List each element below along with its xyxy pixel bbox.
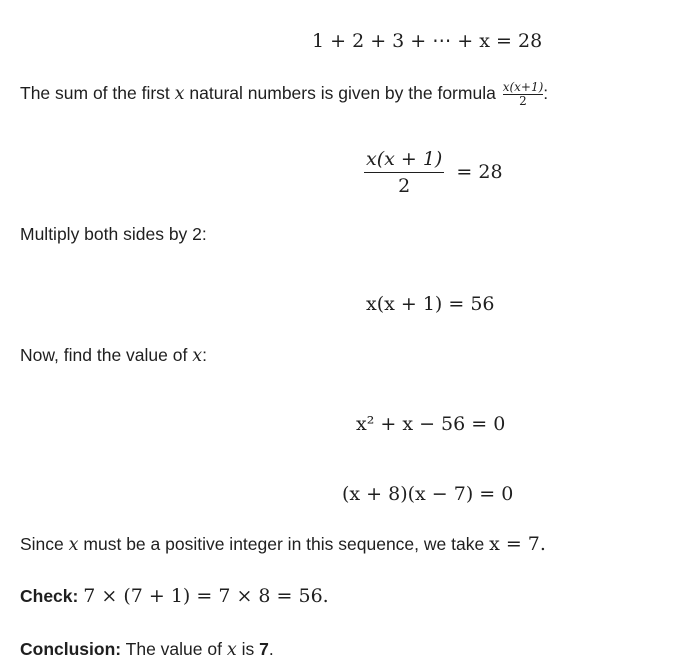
conclusion-prefix-text: The value of xyxy=(125,639,222,659)
since-paragraph xyxy=(20,532,546,557)
quadratic-equation-text: x² + x − 56 = 0 xyxy=(356,413,506,435)
formula-intro-text: The sum of the first xyxy=(20,83,170,104)
find-value-colon: : xyxy=(202,345,207,365)
conclusion-is-text: is xyxy=(241,639,255,659)
formula-rhs: = 28 xyxy=(456,160,503,183)
check-paragraph xyxy=(20,584,329,608)
sum-series-equation xyxy=(312,29,542,53)
formula-denominator: 2 xyxy=(398,175,411,197)
formula-intro-variable: x xyxy=(174,84,185,105)
find-value-paragraph xyxy=(20,343,207,368)
product-equation-text: x(x + 1) = 56 xyxy=(366,293,495,315)
conclusion-variable: x xyxy=(226,640,237,660)
multiply-step-text: Multiply both sides by 2: xyxy=(20,224,207,244)
inline-formula-fraction xyxy=(503,81,544,108)
conclusion-value: 7 xyxy=(259,639,269,659)
since-prefix-text: Since xyxy=(20,534,64,554)
inline-formula-denominator: 2 xyxy=(519,94,527,108)
since-result: x = 7. xyxy=(489,533,546,555)
since-variable: x xyxy=(68,535,79,555)
factored-equation xyxy=(342,482,513,506)
conclusion-period: . xyxy=(268,639,274,659)
conclusion-label: Conclusion: xyxy=(20,639,122,659)
find-value-text: Now, find the value of xyxy=(20,345,188,365)
factored-equation-text: (x + 8)(x − 7) = 0 xyxy=(342,483,514,505)
inline-formula-numerator: x(x+1) xyxy=(502,80,544,94)
quadratic-equation xyxy=(356,412,505,436)
formula-intro-paragraph xyxy=(20,81,548,108)
formula-colon: : xyxy=(543,83,549,104)
check-label: Check: xyxy=(20,586,79,606)
conclusion-paragraph xyxy=(20,637,274,662)
sum-series-text: 1 + 2 + 3 + ⋯ + x = 28 xyxy=(312,30,543,52)
formula-fraction xyxy=(364,146,444,199)
since-middle-text: must be a positive integer in this sequence, we take xyxy=(83,534,485,554)
formula-intro-rest-text: natural numbers is given by the formula xyxy=(189,83,496,104)
find-value-variable: x xyxy=(192,346,203,366)
product-equation xyxy=(366,292,495,316)
multiply-step-paragraph xyxy=(20,222,207,246)
check-body: 7 × (7 + 1) = 7 × 8 = 56. xyxy=(83,585,329,607)
formula-equation xyxy=(364,146,503,199)
formula-numerator: x(x + 1) xyxy=(366,148,443,170)
